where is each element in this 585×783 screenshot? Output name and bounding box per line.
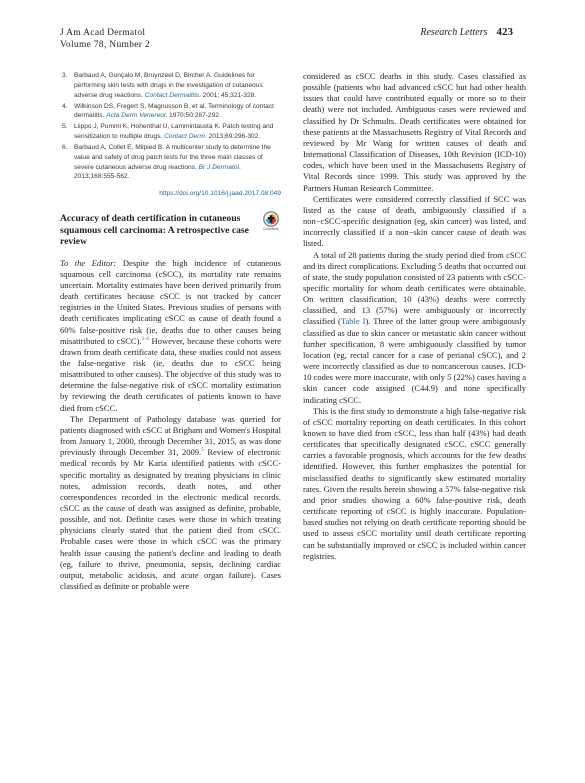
article-title: Accuracy of death certification in cutaneous squamous cell carcinoma: A retrospective case review <box>60 213 249 248</box>
reference-number: 6. <box>62 143 68 151</box>
reference-item <box>60 102 281 122</box>
reference-authors-title: Wilkinson DS, Fregert S, Magnusson B, et al. Terminology of contact dermatitis. <box>74 102 274 120</box>
reference-item <box>60 122 281 142</box>
section-name: Research Letters <box>420 27 488 38</box>
paragraph-results <box>303 250 526 406</box>
results-text-part-1: A total of 28 patients during the study period died from cSCC and its direct complications. Excluding 5 deaths that occurred out of state, the study population consisted of 23 patients with cSCC-specific mortality for whom death certificates were obtainable. On written classification, 10 (43%) deaths were correctly classified, and 13 (57%) were ambiguously or incorrectly classified ( <box>303 249 526 327</box>
reference-item <box>60 71 281 101</box>
reference-citation: . 1970;50:287-292. <box>165 112 221 120</box>
page-number: 423 <box>496 26 513 38</box>
reference-journal-link[interactable]: Acta Derm Venereol <box>106 112 166 120</box>
doi-link[interactable]: https://doi.org/10.1016/j.jaad.2017.08.049 <box>159 190 281 198</box>
reference-number: 5. <box>62 123 68 131</box>
intro-text-part-1: Despite the high incidence of cutaneous squamous cell carcinoma (cSCC), its mortality rate remains uncertain. Mortality estimates have been derived primarily from death certificates because cSCC is not tracked by cancer registries in the United States. Previous studies of persons with death certificates implicating cSCC as cause of death found a 60% false-positive risk (ie, deaths due to other causes being misattributed to cSCC). <box>60 257 281 346</box>
reference-authors-title: Barbaud A, Collet E, Milpied B. A multicenter study to determine the value and safety of drug patch tests for the three main classes of severe cutaneous adverse drug reactions. <box>74 143 271 171</box>
table-link[interactable]: Table I <box>340 316 366 327</box>
reference-journal-link[interactable]: Contact Dermatitis <box>144 91 199 99</box>
right-column <box>303 71 526 562</box>
reference-authors-title: Barbaud A, Gonçalo M, Bruynzeel D, Bircher A. Guidelines for performing skin tests with drugs in the investigation of cutaneous adverse drug reactions. <box>74 72 263 99</box>
reference-text <box>74 143 281 183</box>
reference-text <box>74 102 281 122</box>
methods-text-part-2: Review of electronic medical records by Mr Karia identified patients with cSCC-specific mortality as designated by treating physicians in clinic notes, admission records, death notes, and other correspondences recorded in the electronic medical records. cSCC as the cause of death was assigned as definite, probable, possible, and not. Definite cases were those in which treating physicians clearly stated that the patient died from cSCC. Probable cases were those in which cSCC was the primary health issue causing the patient's decline and leading to death (eg, failure to thrive, pneumonia, sepsis, declining cardiac output, metabolic acidosis, and acute organ failure). Cases classified as definite or probable were <box>60 447 281 592</box>
article-body-left <box>60 258 281 593</box>
citation-superscript[interactable]: 1-4 <box>141 335 149 342</box>
reference-number: 3. <box>62 72 68 79</box>
citation-superscript[interactable]: 5 <box>201 447 204 454</box>
intro-text-part-2: However, because these cohorts were drawn from death certificate data, these studies could not assess the false-negative risk (ie, deaths due to cSCC being misattributed to other causes). The objective of this study was to determine the false-negative risk of cSCC mortality estimation by reviewing the death certificates of patients known to have died from cSCC. <box>60 335 281 413</box>
reference-text <box>74 122 281 142</box>
paragraph-discussion: This is the first study to demonstrate a high false-negative risk of cSCC mortality reporting on death certificates. In this cohort known to have died from cSCC, less than half (43%) had death certificates that specifically designated cSCC. cSCC generally carries a favorable prognosis, which accounts for the few deaths identified. However, this further emphasizes the potential for misclassified deaths to significantly skew estimated mortality rates. Given the results herein showing a 57% false-negative risk and prior studies showing a 60% false-positive risk, death certificate reporting of cSCC is highly inaccurate. Population-based studies not relying on death certificate reporting should be used to assess cSCC mortality until death certificate reporting can be substantially improved or cSCC is included within cancer registries. <box>303 405 526 561</box>
reference-number: 4. <box>62 102 68 110</box>
crossmark-label: CrossMark <box>263 227 279 232</box>
salutation: To the Editor: <box>60 257 117 268</box>
reference-text <box>74 71 281 101</box>
reference-citation: . 2013;69:296-302. <box>204 133 261 141</box>
reference-list <box>60 71 281 182</box>
running-header-journal <box>60 27 150 51</box>
paragraph-methods <box>60 414 281 593</box>
running-header-section <box>420 26 513 38</box>
left-column <box>60 71 281 592</box>
paragraph-classification: considered as cSCC deaths in this study. Cases classified as possible (patients who had advanced cSCC but had other health issues that could have contributed equally or more so to their death) were not included. Ambiguous cases were reviewed and classified by Dr Schmults. Death certificates were obtained for these patients at the Massachusetts Registry of Vital Records and reviewed by Mr Wang for written causes of death and International Classification of Diseases, 10th Revision (ICD-10) codes, which have been used in the Massachusetts Registry of Vital Records since 1999. This study was approved by the Partners Human Research Committee. <box>303 71 526 193</box>
paragraph-introduction <box>60 258 281 414</box>
crossmark-badge[interactable] <box>261 211 281 231</box>
reference-authors-title: Liippo J, Pummi K, Hohenthal U, Lammintausta K. Patch testing and sensitization to multiple drugs. <box>74 123 274 141</box>
methods-text-part-1: The Department of Pathology database was queried for patients diagnosed with cSCC at Brigham and Women's Hospital from January 1, 2000, through December 31, 2015, as was done previously through December 31, 2009. <box>60 413 281 458</box>
reference-citation: . 2001; 45:321-328. <box>198 91 257 99</box>
paragraph-certificate-criteria: Certificates were considered correctly classified if SCC was listed as the cause of death, ambiguously classified if a non−cSCC-specific designation (eg, skin cancer) was listed, and incorrectly classified if a non−skin cancer cause of death was listed. <box>303 193 526 249</box>
journal-volume: Volume 78, Number 2 <box>60 40 150 50</box>
journal-name: J Am Acad Dermatol <box>60 28 146 38</box>
reference-journal-link[interactable]: Contact Derm <box>164 133 205 141</box>
reference-citation: . 2013;168:555-562. <box>74 163 241 181</box>
results-text-part-2: ). Three of the latter group were ambiguously classified as due to skin cancer or metastatic skin cancer without further specification, 8 were ambiguously classified by tumor location (eg, rectal cancer for a case of perianal cSCC), and 2 were incorrectly classified as due to noncancerous causes. ICD-10 codes were more inaccurate, with only 5 (22%) cases having a skin cancer code assigned (C44.9) and none specifically indicating cSCC. <box>303 316 527 405</box>
reference-item <box>60 143 281 183</box>
crossmark-icon <box>263 211 279 227</box>
article-title-row <box>60 213 281 247</box>
reference-journal-link[interactable]: Br J Dermatol <box>198 163 239 171</box>
